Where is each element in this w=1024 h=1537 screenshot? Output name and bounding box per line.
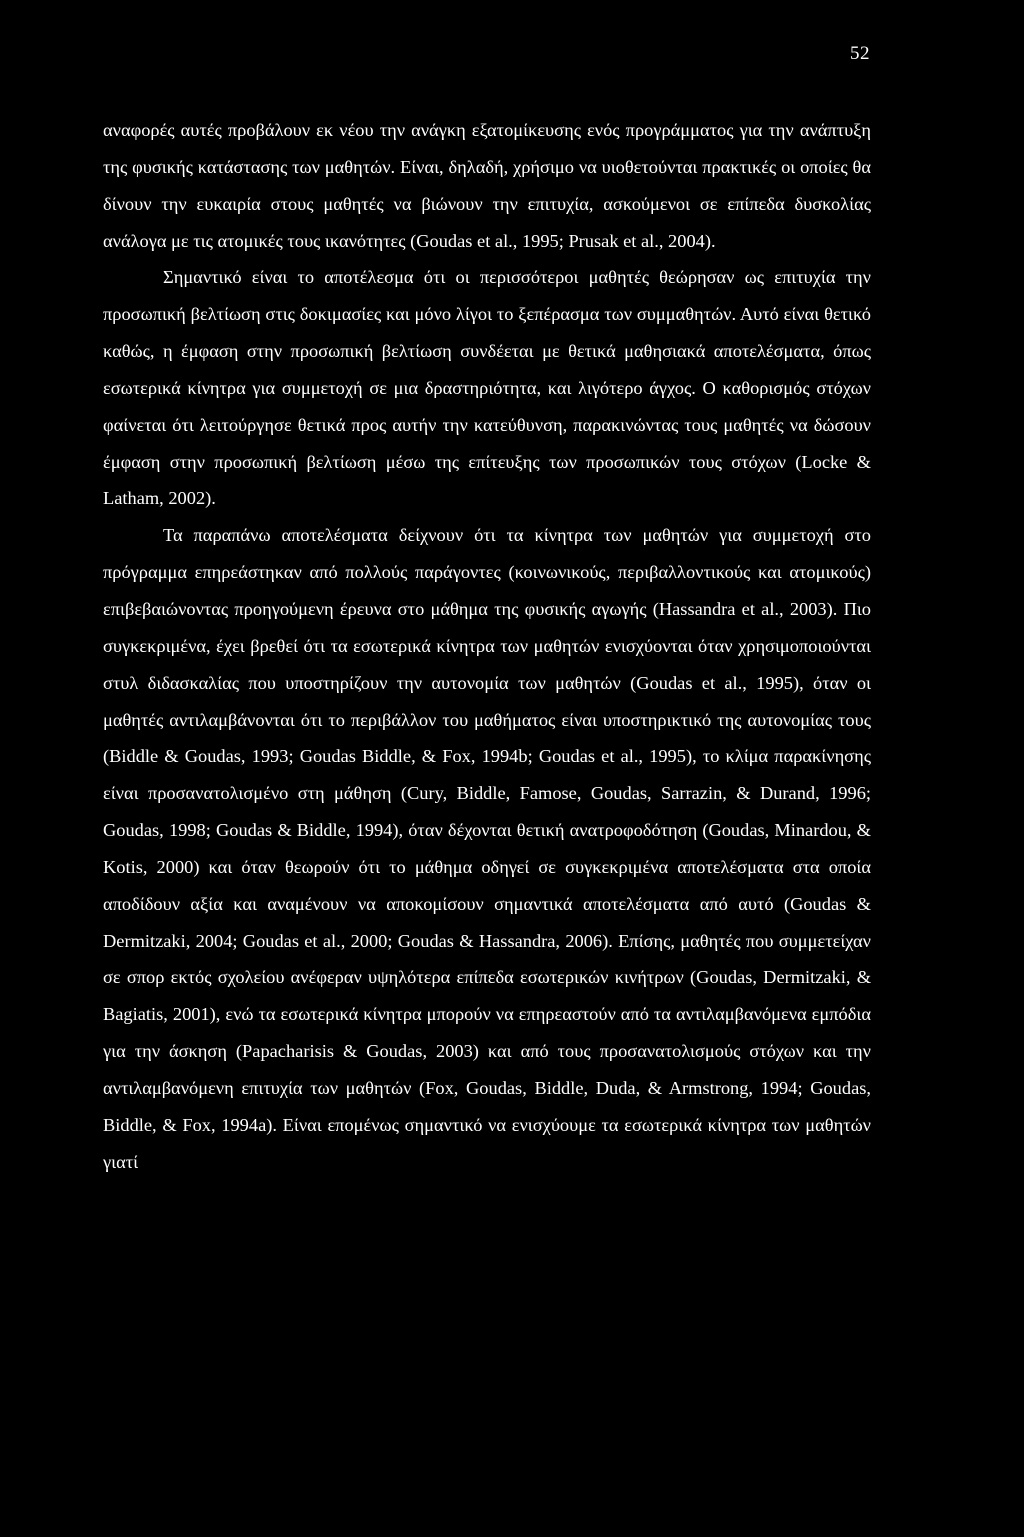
paragraph-3: Τα παραπάνω αποτελέσματα δείχνουν ότι τα κίνητρα των μαθητών για συμμετοχή στο πρόγραμμα επηρεάστηκαν από πολλούς παράγοντες (κοινωνικούς, περιβαλλοντικούς και ατομικούς) επιβεβαιώνοντας προηγούμενη έρευνα στο μάθημα της φυσικής αγωγής (Hassandra et al., 2003). Πιο συγκεκριμένα, έχει βρεθεί ότι τα εσωτερικά κίνητρα των μαθητών ενισχύονται όταν χρησιμοποιούνται στυλ διδασκαλίας που υποστηρίζουν την αυτονομία των μαθητών (Goudas et al., 1995), όταν οι μαθητές αντιλαμβάνονται ότι το περιβάλλον του μαθήματος είναι υποστηρικτικό της αυτονομίας τους (Biddle & Goudas, 1993; Goudas Biddle, & Fox, 1994b; Goudas et al., 1995), το κλίμα παρακίνησης είναι προσανατολισμένο στη μάθηση (Cury, Biddle, Famose, Goudas, Sarrazin, & Durand, 1996; Goudas, 1998; Goudas & Biddle, 1994), όταν δέχονται θετική ανατροφοδότηση (Goudas, Minardou, & Kotis, 2000) και όταν θεωρούν ότι το μάθημα οδηγεί σε συγκεκριμένα αποτελέσματα στα οποία αποδίδουν αξία και αναμένουν να αποκομίσουν σημαντικά αποτελέσματα από αυτό (Goudas & Dermitzaki, 2004; Goudas et al., 2000; Goudas & Hassandra, 2006). Επίσης, μαθητές που συμμετείχαν σε σπορ εκτός σχολείου ανέφεραν υψηλότερα επίπεδα εσωτερικών κινήτρων (Goudas, Dermitzaki, & Bagiatis, 2001), ενώ τα εσωτερικά κίνητρα μπορούν να επηρεαστούν από τα αντιλαμβανόμενα εμπόδια για την άσκηση (Papacharisis & Goudas, 2003) και από τους προσανατολισμούς στόχων και την αντιλαμβανόμενη επιτυχία των μαθητών (Fox, Goudas, Biddle, Duda, & Armstrong, 1994; Goudas, Biddle, & Fox, 1994a). Είναι επομένως σημαντικό να ενισχύουμε τα εσωτερικά κίνητρα των μαθητών γιατί (103, 525, 871, 1172)
body-text (103, 112, 871, 1180)
page-number: 52 (850, 43, 870, 64)
paragraph-1: αναφορές αυτές προβάλουν εκ νέου την ανάγκη εξατομίκευσης ενός προγράμματος για την ανάπτυξη της φυσικής κατάστασης των μαθητών. Είναι, δηλαδή, χρήσιμο να υιοθετούνται πρακτικές οι οποίες θα δίνουν την ευκαιρία στους μαθητές να βιώνουν την επιτυχία, ασκούμενοι σε επίπεδα δυσκολίας ανάλογα με τις ατομικές τους ικανότητες (Goudas et al., 1995; Prusak et al., 2004). (103, 120, 871, 251)
paragraph-2: Σημαντικό είναι το αποτέλεσμα ότι οι περισσότεροι μαθητές θεώρησαν ως επιτυχία την προσωπική βελτίωση στις δοκιμασίες και μόνο λίγοι το ξεπέρασμα των συμμαθητών. Αυτό είναι θετικό καθώς, η έμφαση στην προσωπική βελτίωση συνδέεται με θετικά μαθησιακά αποτελέσματα, όπως εσωτερικά κίνητρα για συμμετοχή σε μια δραστηριότητα, και λιγότερο άγχος. Ο καθορισμός στόχων φαίνεται ότι λειτούργησε θετικά προς αυτήν την κατεύθυνση, παρακινώντας τους μαθητές να δώσουν έμφαση στην προσωπική βελτίωση μέσω της επίτευξης των προσωπικών τους στόχων (Locke & Latham, 2002). (103, 267, 871, 509)
